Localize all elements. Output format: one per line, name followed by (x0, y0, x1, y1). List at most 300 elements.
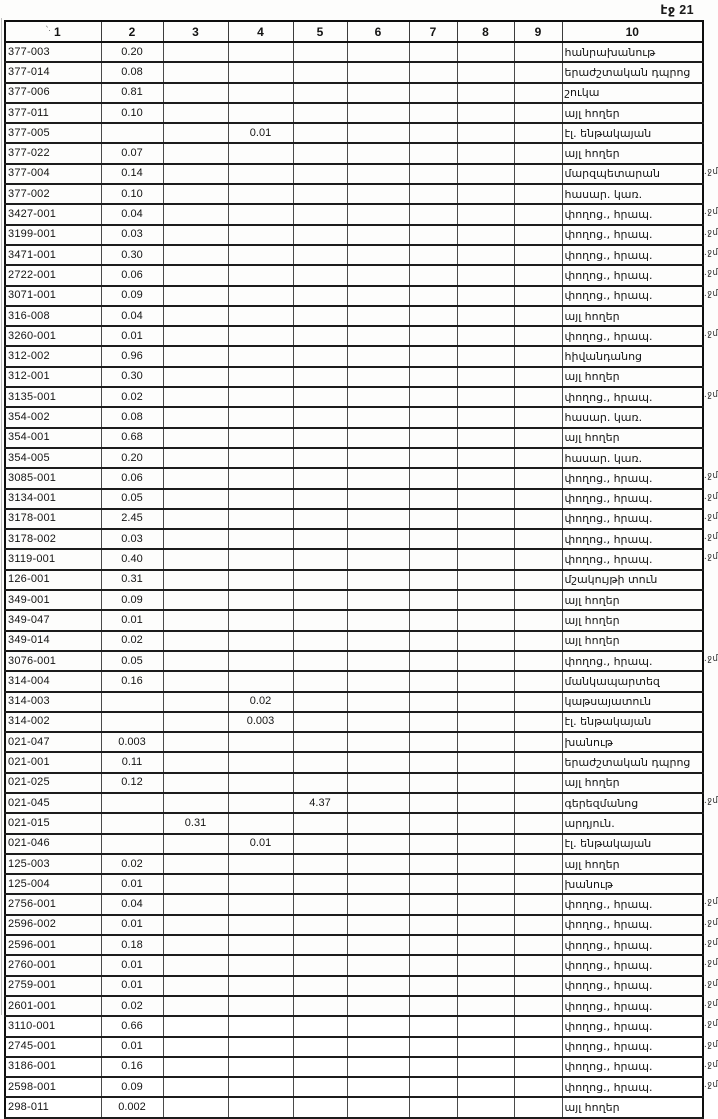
empty-col9 (514, 448, 562, 468)
empty-col8 (457, 83, 514, 103)
value-col4 (228, 1037, 293, 1057)
empty-col6 (347, 387, 409, 407)
margin-note: .ջմ (704, 532, 718, 542)
value-col3 (163, 996, 228, 1016)
empty-col9 (514, 732, 562, 752)
value-col2: 0.08 (101, 407, 163, 427)
table-row (5, 286, 703, 306)
empty-col8 (457, 935, 514, 955)
value-col2: 0.002 (101, 1097, 163, 1117)
empty-col8 (457, 874, 514, 894)
parcel-code: 2596-001 (5, 935, 101, 955)
empty-col6 (347, 955, 409, 975)
land-use-label: փողոց., հրապ. (562, 976, 703, 996)
land-use-label: փողոց., հրապ. (562, 1037, 703, 1057)
parcel-code: 2601-001 (5, 996, 101, 1016)
empty-col8 (457, 976, 514, 996)
value-col3 (163, 326, 228, 346)
empty-col6 (347, 529, 409, 549)
value-col4 (228, 367, 293, 387)
empty-col7 (409, 62, 457, 82)
value-col3: 0.31 (163, 813, 228, 833)
value-col2: 0.14 (101, 164, 163, 184)
empty-col6 (347, 813, 409, 833)
header-row (5, 21, 703, 42)
parcel-code: 021-001 (5, 752, 101, 772)
value-col4 (228, 631, 293, 651)
page-number: էջ 21 (660, 3, 694, 17)
value-col5 (293, 448, 347, 468)
value-col4: 0.003 (228, 712, 293, 732)
table-row (5, 265, 703, 285)
empty-col7 (409, 1037, 457, 1057)
value-col5 (293, 83, 347, 103)
value-col5 (293, 1097, 347, 1117)
table-header (5, 21, 703, 42)
empty-col8 (457, 692, 514, 712)
value-col5 (293, 1037, 347, 1057)
empty-col6 (347, 590, 409, 610)
empty-col9 (514, 245, 562, 265)
value-col5 (293, 529, 347, 549)
table-row (5, 489, 703, 509)
margin-note: .ջմ (704, 1060, 718, 1070)
value-col4 (228, 1057, 293, 1077)
empty-col6 (347, 631, 409, 651)
value-col3 (163, 83, 228, 103)
value-col2: 0.07 (101, 143, 163, 163)
parcel-code: 349-001 (5, 590, 101, 610)
value-col3 (163, 935, 228, 955)
land-use-label: կաթսայատուն (562, 692, 703, 712)
empty-col9 (514, 225, 562, 245)
value-col2 (101, 712, 163, 732)
parcel-code: 2596-002 (5, 915, 101, 935)
value-col4 (228, 610, 293, 630)
empty-col7 (409, 996, 457, 1016)
land-use-label: փողոց., հրապ. (562, 651, 703, 671)
empty-col7 (409, 1097, 457, 1117)
value-col3 (163, 651, 228, 671)
empty-col6 (347, 164, 409, 184)
empty-col8 (457, 732, 514, 752)
value-col4 (228, 448, 293, 468)
empty-col6 (347, 712, 409, 732)
value-col2: 0.12 (101, 773, 163, 793)
value-col5 (293, 671, 347, 691)
value-col2: 0.03 (101, 529, 163, 549)
land-use-label: այլ հողեր (562, 143, 703, 163)
value-col5 (293, 752, 347, 772)
empty-col7 (409, 692, 457, 712)
land-use-label: փողոց., հրապ. (562, 935, 703, 955)
empty-col9 (514, 1097, 562, 1117)
table-row (5, 367, 703, 387)
table-row (5, 692, 703, 712)
table-row (5, 570, 703, 590)
value-col4 (228, 529, 293, 549)
value-col5 (293, 225, 347, 245)
land-use-label: հասար. կառ. (562, 448, 703, 468)
value-col5 (293, 245, 347, 265)
empty-col6 (347, 123, 409, 143)
value-col3 (163, 570, 228, 590)
empty-col8 (457, 651, 514, 671)
value-col3 (163, 42, 228, 62)
value-col3 (163, 346, 228, 366)
parcel-code: 021-015 (5, 813, 101, 833)
value-col2: 0.01 (101, 955, 163, 975)
table-row (5, 448, 703, 468)
empty-col6 (347, 286, 409, 306)
empty-col9 (514, 42, 562, 62)
value-col2: 0.01 (101, 915, 163, 935)
empty-col8 (457, 346, 514, 366)
value-col3 (163, 164, 228, 184)
parcel-code: 021-045 (5, 793, 101, 813)
value-col3 (163, 367, 228, 387)
empty-col9 (514, 955, 562, 975)
table-row (5, 773, 703, 793)
land-use-label: փողոց., հրապ. (562, 996, 703, 1016)
value-col5 (293, 610, 347, 630)
value-col3 (163, 1037, 228, 1057)
value-col4 (228, 570, 293, 590)
empty-col6 (347, 83, 409, 103)
value-col4 (228, 489, 293, 509)
value-col5 (293, 813, 347, 833)
table-row (5, 245, 703, 265)
value-col2: 0.10 (101, 184, 163, 204)
empty-col7 (409, 1016, 457, 1036)
empty-col7 (409, 1057, 457, 1077)
table-row (5, 326, 703, 346)
parcel-code: 354-001 (5, 428, 101, 448)
value-col3 (163, 407, 228, 427)
land-use-label: փողոց., հրապ. (562, 1016, 703, 1036)
empty-col9 (514, 935, 562, 955)
value-col4 (228, 83, 293, 103)
table-row (5, 671, 703, 691)
value-col4 (228, 1016, 293, 1036)
table-row (5, 184, 703, 204)
land-use-label: գերեզմանոց (562, 793, 703, 813)
empty-col6 (347, 692, 409, 712)
parcel-code: 377-002 (5, 184, 101, 204)
value-col2: 0.30 (101, 367, 163, 387)
value-col2: 0.06 (101, 468, 163, 488)
parcel-code: 377-011 (5, 103, 101, 123)
parcel-code: 2760-001 (5, 955, 101, 975)
margin-note: .ջմ (704, 958, 718, 968)
land-use-label: էլ. ենթակայան (562, 834, 703, 854)
empty-col7 (409, 42, 457, 62)
empty-col8 (457, 225, 514, 245)
table-row (5, 651, 703, 671)
empty-col9 (514, 671, 562, 691)
value-col2: 0.02 (101, 996, 163, 1016)
parcel-code: 354-005 (5, 448, 101, 468)
empty-col9 (514, 773, 562, 793)
parcel-code: 3076-001 (5, 651, 101, 671)
value-col2: 0.20 (101, 448, 163, 468)
value-col3 (163, 428, 228, 448)
value-col3 (163, 915, 228, 935)
table-row (5, 834, 703, 854)
empty-col9 (514, 752, 562, 772)
empty-col7 (409, 570, 457, 590)
empty-col6 (347, 103, 409, 123)
empty-col8 (457, 509, 514, 529)
value-col3 (163, 793, 228, 813)
parcel-code: 312-002 (5, 346, 101, 366)
empty-col7 (409, 184, 457, 204)
empty-col7 (409, 549, 457, 569)
table-row (5, 346, 703, 366)
parcel-code: 377-005 (5, 123, 101, 143)
empty-col6 (347, 570, 409, 590)
value-col4 (228, 935, 293, 955)
empty-col9 (514, 549, 562, 569)
value-col4 (228, 143, 293, 163)
land-use-label: խանութ (562, 732, 703, 752)
empty-col9 (514, 874, 562, 894)
parcel-code: 349-014 (5, 631, 101, 651)
value-col5 (293, 123, 347, 143)
empty-col7 (409, 793, 457, 813)
parcel-code: 2759-001 (5, 976, 101, 996)
empty-col7 (409, 225, 457, 245)
empty-col6 (347, 752, 409, 772)
table-row (5, 1016, 703, 1036)
margin-note: .ջմ (704, 1019, 718, 1029)
value-col4 (228, 773, 293, 793)
table-row (5, 915, 703, 935)
empty-col8 (457, 448, 514, 468)
empty-col7 (409, 813, 457, 833)
table-row (5, 529, 703, 549)
value-col3 (163, 773, 228, 793)
value-col5 (293, 62, 347, 82)
value-col3 (163, 286, 228, 306)
empty-col7 (409, 448, 457, 468)
value-col3 (163, 955, 228, 975)
column-header-1: ՝· 1 (5, 21, 101, 42)
empty-col8 (457, 468, 514, 488)
empty-col6 (347, 1077, 409, 1097)
value-col3 (163, 894, 228, 914)
empty-col8 (457, 610, 514, 630)
empty-col6 (347, 1016, 409, 1036)
table-row (5, 976, 703, 996)
empty-col6 (347, 651, 409, 671)
value-col3 (163, 103, 228, 123)
parcel-code: 3178-001 (5, 509, 101, 529)
empty-col9 (514, 265, 562, 285)
land-use-label: փողոց., հրապ. (562, 1077, 703, 1097)
empty-col6 (347, 326, 409, 346)
land-use-label: այլ հողեր (562, 367, 703, 387)
table-row (5, 793, 703, 813)
empty-col7 (409, 407, 457, 427)
value-col5 (293, 326, 347, 346)
margin-note: .ջմ (704, 329, 718, 339)
land-use-label: երաժշտական դպրոց (562, 62, 703, 82)
value-col4 (228, 265, 293, 285)
value-col2 (101, 834, 163, 854)
value-col2: 0.03 (101, 225, 163, 245)
empty-col8 (457, 529, 514, 549)
value-col4 (228, 813, 293, 833)
empty-col9 (514, 854, 562, 874)
table-row (5, 1097, 703, 1117)
land-use-label: էլ. ենթակայան (562, 712, 703, 732)
empty-col7 (409, 489, 457, 509)
value-col5 (293, 955, 347, 975)
empty-col7 (409, 773, 457, 793)
column-header-3: 3 (163, 21, 228, 42)
land-use-label: փողոց., հրապ. (562, 286, 703, 306)
value-col4 (228, 103, 293, 123)
empty-col8 (457, 306, 514, 326)
parcel-code: 2722-001 (5, 265, 101, 285)
empty-col9 (514, 204, 562, 224)
value-col2: 0.05 (101, 651, 163, 671)
empty-col6 (347, 468, 409, 488)
land-use-label: հասար. կառ. (562, 407, 703, 427)
value-col3 (163, 1016, 228, 1036)
empty-col6 (347, 894, 409, 914)
empty-col8 (457, 428, 514, 448)
value-col2: 0.003 (101, 732, 163, 752)
value-col5 (293, 651, 347, 671)
value-col2 (101, 123, 163, 143)
empty-col7 (409, 509, 457, 529)
value-col2: 0.09 (101, 590, 163, 610)
table-row (5, 955, 703, 975)
table-row (5, 62, 703, 82)
empty-col8 (457, 752, 514, 772)
land-use-label: փողոց., հրապ. (562, 204, 703, 224)
parcel-code: 125-003 (5, 854, 101, 874)
land-use-label: այլ հողեր (562, 610, 703, 630)
land-use-label: փողոց., հրապ. (562, 549, 703, 569)
value-col2 (101, 813, 163, 833)
empty-col6 (347, 509, 409, 529)
empty-col9 (514, 793, 562, 813)
value-col5 (293, 509, 347, 529)
value-col4 (228, 225, 293, 245)
value-col5 (293, 976, 347, 996)
value-col4: 0.02 (228, 692, 293, 712)
scan-mark: ՝· (45, 24, 51, 35)
value-col4 (228, 509, 293, 529)
land-use-label: մանկապարտեզ (562, 671, 703, 691)
value-col4 (228, 1077, 293, 1097)
empty-col9 (514, 346, 562, 366)
empty-col8 (457, 549, 514, 569)
empty-col9 (514, 509, 562, 529)
value-col2: 0.08 (101, 62, 163, 82)
value-col3 (163, 834, 228, 854)
parcel-code: 3186-001 (5, 1057, 101, 1077)
value-col5 (293, 773, 347, 793)
value-col5 (293, 489, 347, 509)
value-col4 (228, 407, 293, 427)
empty-col8 (457, 996, 514, 1016)
table-row (5, 752, 703, 772)
parcel-code: 3110-001 (5, 1016, 101, 1036)
table-row (5, 306, 703, 326)
empty-col7 (409, 428, 457, 448)
land-use-label: հիվանդանոց (562, 346, 703, 366)
table-row (5, 407, 703, 427)
empty-col8 (457, 184, 514, 204)
value-col4 (228, 62, 293, 82)
table-body (5, 42, 703, 1118)
empty-col8 (457, 793, 514, 813)
parcel-code: 377-014 (5, 62, 101, 82)
margin-note: .ջմ (704, 979, 718, 989)
empty-col8 (457, 143, 514, 163)
margin-note: .ջմ (704, 390, 718, 400)
empty-col9 (514, 123, 562, 143)
empty-col7 (409, 387, 457, 407)
value-col3 (163, 590, 228, 610)
empty-col8 (457, 1016, 514, 1036)
margin-note: .ջմ (704, 999, 718, 1009)
value-col3 (163, 692, 228, 712)
value-col2 (101, 692, 163, 712)
margin-note: .ջմ (704, 207, 718, 217)
value-col3 (163, 62, 228, 82)
value-col5 (293, 407, 347, 427)
value-col4 (228, 387, 293, 407)
value-col2: 0.04 (101, 306, 163, 326)
empty-col6 (347, 834, 409, 854)
column-header-2: 2 (101, 21, 163, 42)
empty-col7 (409, 346, 457, 366)
empty-col8 (457, 834, 514, 854)
empty-col9 (514, 1077, 562, 1097)
empty-col6 (347, 306, 409, 326)
land-use-label: փողոց., հրապ. (562, 1057, 703, 1077)
parcel-code: 349-047 (5, 610, 101, 630)
empty-col7 (409, 712, 457, 732)
empty-col7 (409, 306, 457, 326)
empty-col6 (347, 245, 409, 265)
empty-col7 (409, 894, 457, 914)
value-col4 (228, 854, 293, 874)
table-row (5, 590, 703, 610)
value-col4 (228, 204, 293, 224)
value-col2: 0.18 (101, 935, 163, 955)
empty-col9 (514, 286, 562, 306)
value-col5 (293, 1016, 347, 1036)
empty-col8 (457, 123, 514, 143)
empty-col8 (457, 1077, 514, 1097)
value-col2: 0.04 (101, 204, 163, 224)
value-col2: 0.02 (101, 631, 163, 651)
value-col3 (163, 976, 228, 996)
empty-col9 (514, 428, 562, 448)
table-row (5, 143, 703, 163)
value-col2: 0.16 (101, 1057, 163, 1077)
parcel-code: 316-008 (5, 306, 101, 326)
empty-col9 (514, 631, 562, 651)
value-col4 (228, 428, 293, 448)
parcel-code: 3134-001 (5, 489, 101, 509)
